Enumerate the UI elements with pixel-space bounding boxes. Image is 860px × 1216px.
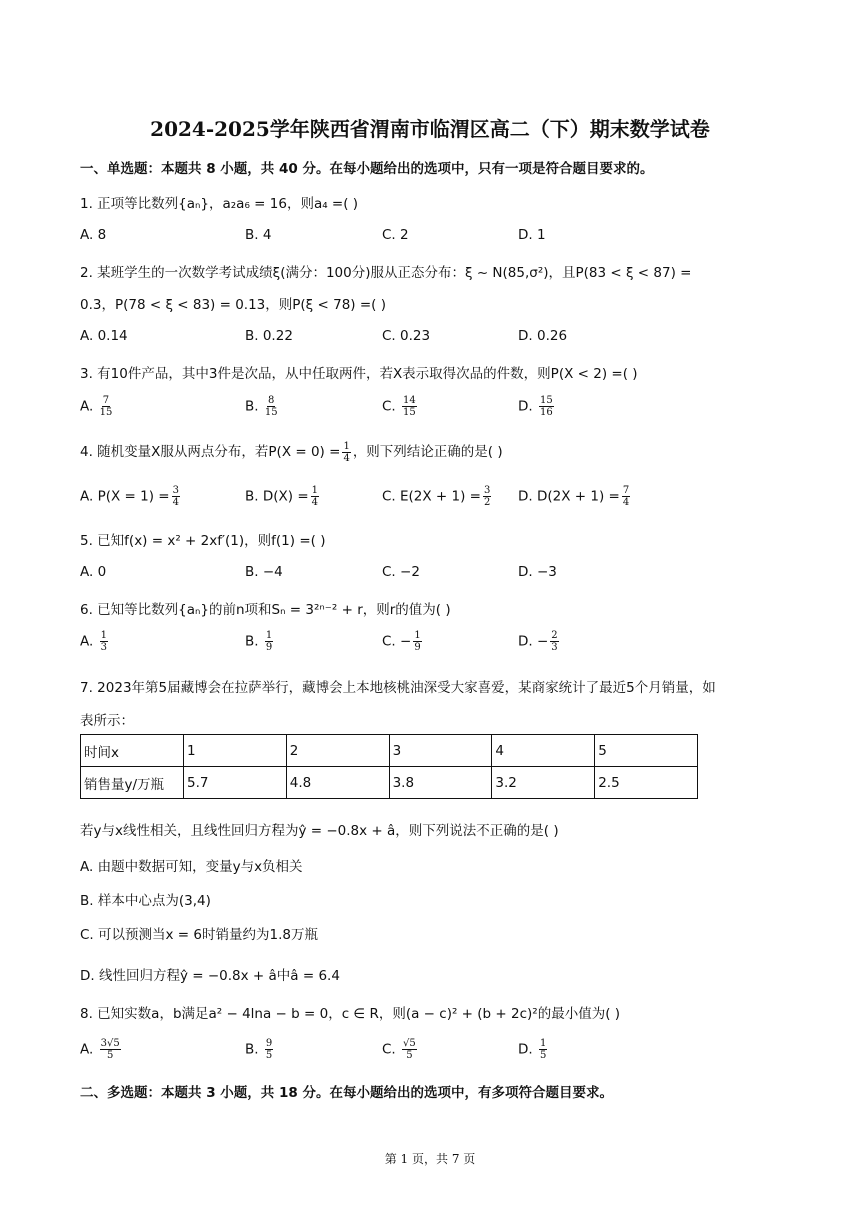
question-8-options xyxy=(80,1038,780,1068)
sales-table xyxy=(80,734,698,799)
option-a: A. $\frac{1}{3}$ xyxy=(80,630,107,653)
question-1-options xyxy=(80,227,780,257)
question-5-stem: 5. 已知f(x) = x² + 2xf′(1)，则f(1) =( ) xyxy=(80,533,326,549)
fraction: $\frac{9}{5}$ xyxy=(265,1038,273,1061)
table-row xyxy=(81,767,698,799)
fraction: $\frac{7}{4}$ xyxy=(622,485,630,508)
table-cell: 5 xyxy=(595,735,698,767)
option-c: C. 0.23 xyxy=(382,328,431,344)
fraction: $\frac{1}{9}$ xyxy=(265,630,273,653)
question-7-option-c: C. 可以预测当x = 6时销量约为1.8万瓶 xyxy=(80,927,318,943)
table-cell: 3.8 xyxy=(389,767,492,799)
table-cell: 2 xyxy=(286,735,389,767)
fraction: $\frac{√5}{5}$ xyxy=(403,1038,416,1061)
question-7-stem-line-1: 7. 2023年第5届藏博会在拉萨举行，藏博会上本地核桃油深受大家喜爱，某商家统计了最近5个月销量，如 xyxy=(80,680,716,696)
option-a: A. 8 xyxy=(80,227,107,243)
option-d: D. $\frac{1}{5}$ xyxy=(518,1038,547,1061)
question-2-options xyxy=(80,328,780,358)
option-a: A. 0 xyxy=(80,564,107,580)
fraction: $\frac{7}{15}$ xyxy=(99,395,113,418)
table-cell: 2.5 xyxy=(595,767,698,799)
table-cell: 4.8 xyxy=(286,767,389,799)
option-a: A. $\frac{7}{15}$ xyxy=(80,395,113,418)
option-c: C. E(2X + 1) = $\frac{3}{2}$ xyxy=(382,485,491,508)
question-3-stem: 3. 有10件产品，其中3件是次品，从中任取两件，若X表示取得次品的件数，则P(X < 2) =( ) xyxy=(80,366,638,382)
fraction: $\frac{3}{2}$ xyxy=(484,485,491,508)
table-cell: 3 xyxy=(389,735,492,767)
question-1-stem: 1. 正项等比数列{aₙ}，a₂a₆ = 16，则a₄ =( ) xyxy=(80,196,359,212)
option-b: B. $\frac{9}{5}$ xyxy=(245,1038,273,1061)
table-cell: 时间x xyxy=(81,735,184,767)
option-c: C. $\frac{14}{15}$ xyxy=(382,395,416,418)
table-cell: 销售量y/万瓶 xyxy=(81,767,184,799)
option-c: C. 2 xyxy=(382,227,409,243)
question-7-option-d: D. 线性回归方程ŷ = −0.8x + â中â = 6.4 xyxy=(80,968,340,984)
option-d: D. D(2X + 1) = $\frac{7}{4}$ xyxy=(518,485,630,508)
option-b: B. $\frac{1}{9}$ xyxy=(245,630,273,653)
question-6-stem: 6. 已知等比数列{aₙ}的前n项和Sₙ = 3²ⁿ⁻² + r，则r的值为( ) xyxy=(80,602,451,618)
question-7-stem-line-2: 表所示： xyxy=(80,713,134,729)
option-c: C. −2 xyxy=(382,564,420,580)
question-2-stem-line-1: 2. 某班学生的一次数学考试成绩ξ(满分：100分)服从正态分布：ξ ~ N(85,σ²)，且P(83 < ξ < 87) = xyxy=(80,265,692,281)
option-c: C. $\frac{√5}{5}$ xyxy=(382,1038,416,1061)
option-a: A. 0.14 xyxy=(80,328,128,344)
question-7-stem-line-3: 若y与x线性相关，且线性回归方程为ŷ = −0.8x + â，则下列说法不正确的是( ) xyxy=(80,823,559,839)
option-a: A. $\frac{3√5}{5}$ xyxy=(80,1038,120,1061)
table-cell: 4 xyxy=(492,735,595,767)
table-cell: 5.7 xyxy=(184,767,287,799)
fraction: $\frac{1}{9}$ xyxy=(414,630,421,653)
table-cell: 3.2 xyxy=(492,767,595,799)
fraction: $\frac{1}{4}$ xyxy=(311,485,318,508)
option-b: B. D(X) = $\frac{1}{4}$ xyxy=(245,485,318,508)
question-3-options xyxy=(80,395,780,425)
fraction: $\frac{1}{5}$ xyxy=(539,1038,547,1061)
question-4-options xyxy=(80,485,780,515)
section-heading-multiple-choice: 二、多选题：本题共 3 小题，共 18 分。在每小题给出的选项中，有多项符合题目要求。 xyxy=(80,1085,613,1101)
option-d: D. −3 xyxy=(518,564,557,580)
question-8-stem: 8. 已知实数a，b满足a² − 4lna − b = 0，c ∈ R，则(a − c)² + (b + 2c)²的最小值为( ) xyxy=(80,1006,621,1022)
table-row xyxy=(81,735,698,767)
option-d: D. 0.26 xyxy=(518,328,568,344)
option-d: D. 1 xyxy=(518,227,546,243)
fraction: $\frac{3√5}{5}$ xyxy=(100,1038,120,1061)
section-heading-single-choice: 一、单选题：本题共 8 小题，共 40 分。在每小题给出的选项中，只有一项是符合题目要求的。 xyxy=(80,161,654,177)
option-b: B. 0.22 xyxy=(245,328,293,344)
page-footer: 第 1 页，共 7 页 xyxy=(384,1152,476,1166)
fraction: $\frac{1}{3}$ xyxy=(100,630,107,653)
fraction: $\frac{2}{3}$ xyxy=(551,630,558,653)
fraction: $\frac{15}{16}$ xyxy=(539,395,553,418)
option-b: B. 4 xyxy=(245,227,272,243)
question-7-option-b: B. 样本中心点为(3,4) xyxy=(80,893,211,909)
question-2-stem-line-2: 0.3，P(78 < ξ < 83) = 0.13，则P(ξ < 78) =( ) xyxy=(80,297,386,313)
question-7-option-a: A. 由题中数据可知，变量y与x负相关 xyxy=(80,859,303,875)
option-c: C. − $\frac{1}{9}$ xyxy=(382,630,421,653)
option-d: D. − $\frac{2}{3}$ xyxy=(518,630,558,653)
question-4-stem: 4. 随机变量X服从两点分布，若P(X = 0) = $\frac{1}{4}$ ，则下列结论正确的是( ) xyxy=(80,440,503,464)
question-6-options xyxy=(80,630,780,660)
option-b: B. $\frac{8}{15}$ xyxy=(245,395,278,418)
option-a: A. P(X = 1) = $\frac{3}{4}$ xyxy=(80,485,179,508)
option-d: D. $\frac{15}{16}$ xyxy=(518,395,553,418)
page-title: 2024-2025学年陕西省渭南市临渭区高二（下）期末数学试卷 xyxy=(150,117,710,141)
question-5-options xyxy=(80,564,780,594)
fraction: $\frac{3}{4}$ xyxy=(172,485,179,508)
option-b: B. −4 xyxy=(245,564,283,580)
fraction: $\frac{8}{15}$ xyxy=(264,395,278,418)
fraction: $\frac{14}{15}$ xyxy=(403,395,416,418)
fraction: $\frac{1}{4}$ xyxy=(343,440,350,464)
table-cell: 1 xyxy=(184,735,287,767)
